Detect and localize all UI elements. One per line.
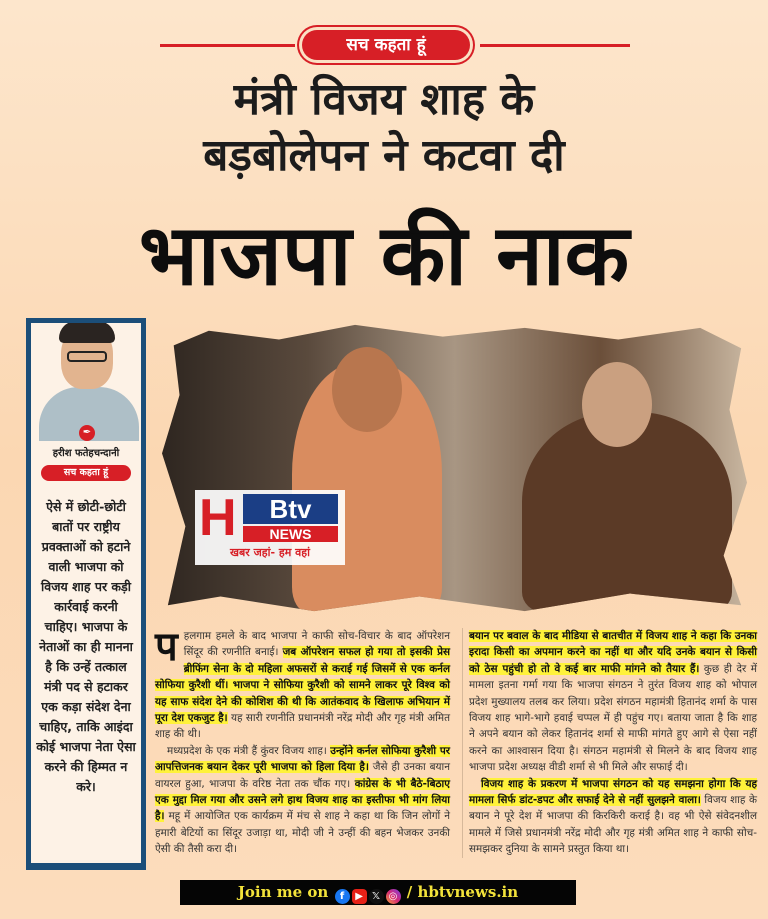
website-link[interactable]: / hbtvnews.in [406, 883, 519, 901]
article-column-2 [462, 628, 757, 858]
pull-quote: ऐसे में छोटी-छोटी बातों पर राष्ट्रीय प्रवक्ताओं को हटाने वाली भाजपा को विजय शाह पर कड़ी कार्रवाई करनी चाहिए। भाजपा के नेताओं का ही मानना है कि उन्हें तत्काल मंत्री पद से हटाकर एक कड़ा संदेश देना चाहिए, ताकि आइंदा कोई भाजपा नेता ऐसा करने की हिम्मत न करे। [36, 499, 136, 794]
highlighted-text: बयान पर बवाल के बाद मीडिया से बातचीत में विजय शाह ने कहा कि उनका इरादा किसी का अपमान करने का नहीं था और यदि उनके बयान से किसी को ठेस पहुंची हो तो वे कई बार माफी मांगने को तैयार हैं। [469, 630, 757, 675]
drop-cap: प [155, 624, 178, 670]
instagram-icon[interactable]: ◎ [386, 889, 401, 904]
highlighted-text: जब ऑपरेशन सफल हो गया तो इसकी प्रेस ब्रीफिंग सेना के दो महिला अफसरों से कराई गई जिसमें से एक कर्नल सोफिया कुरैशी थीं। भाजपा ने सोफिया कुरैशी को सामने लाकर पूरे विश्व को यह साफ संदेश देने की कोशिश की थी कि आतंकवाद के खिलाफ अभियान में पूरा देश एकजुट है। [155, 646, 451, 725]
logo-h: H [199, 489, 237, 547]
logo-slogan: खबर जहां- हम वहां [230, 546, 310, 559]
body-text: महू में आयोजित एक कार्यक्रम में मंच से शाह ने कहा था कि जिन लोगों ने हमारी बेटियों का सिंदूर उजाड़ा था, मोदी जी ने उन्हीं की बहन भेजकर उनकी ऐसी की तैसी करा दी। [155, 810, 450, 856]
divider [480, 44, 630, 47]
article-paragraph [155, 743, 450, 858]
pen-icon: ✒ [79, 425, 95, 441]
body-text: विजय शाह के बयान ने पूरे देश में भाजपा की किरकिरी कराई है। वह भी ऐसे संवेदनशील मामले में जिसे प्रधानमंत्री नरेंद्र मोदी और गृह मंत्री अमित शाह ने काफी सोच-समझकर दुनिया के सामने प्रस्तुत किया था। [469, 794, 757, 856]
portrait-hair [59, 323, 115, 343]
column-name-badge: सच कहता हूं [41, 465, 131, 481]
youtube-icon[interactable]: ▶ [352, 889, 367, 904]
x-icon[interactable]: 𝕏 [369, 889, 384, 904]
body-text: कुछ ही देर में मामला इतना गर्मा गया कि भाजपा संगठन ने तुरंत विजय शाह को भोपाल प्रदेश मुख्यालय तलब कर लिया। प्रदेश संगठन महामंत्री हितानंद शर्मा के पास विजय शाह भागे-भागे हवाई चप्पल में ही पहुंच गए। बताया जाता है कि शाह ने अपने बयान को लेकर हितानंद शर्मा से माफी मांगते हुए आगे से ऐसा नहीं करने का आश्वासन दिया है। संगठन महामंत्री से मिलने के बाद विजय शाह भाजपा प्रदेश अध्यक्ष वीडी शर्मा से भी मिले और सफाई दी। [469, 662, 757, 774]
highlighted-text: विजय शाह के प्रकरण में भाजपा संगठन को यह समझना होगा कि यह मामला सिर्फ डांट-डपट और सफाई देने से नहीं सुलझने वाला। [469, 777, 757, 807]
body-text: हलगाम हमले के बाद भाजपा ने काफी सोच-विचार के बाद ऑपरेशन सिंदूर की रणनीति बनाई। [183, 630, 450, 659]
author-name: हरीश फतेहचन्दानी [52, 448, 120, 459]
article-column-1 [155, 624, 451, 858]
article-body [155, 624, 757, 858]
highlighted-text: कांग्रेस के भी बैठे-बिठाए एक मुद्दा मिल गया और उसने लगे हाथ विजय शाह का इस्तीफा भी मांग लिया है। [155, 777, 450, 823]
portrait-glasses [67, 351, 107, 362]
tagline-pill: सच कहता हूं [302, 30, 470, 60]
article-paragraph [155, 624, 451, 743]
facebook-icon[interactable]: f [335, 889, 350, 904]
news-photo [162, 322, 747, 614]
hbtv-news-logo [195, 490, 345, 565]
headline-line-2: बड़बोलेपन ने कटवा दी [203, 130, 565, 181]
social-footer [180, 880, 576, 905]
logo-btv: Btv [243, 494, 338, 524]
divider [160, 44, 295, 47]
body-text: यह सारी रणनीति प्रधानमंत्री नरेंद्र मोदी और गृह मंत्री अमित शाह की थी। [155, 712, 451, 741]
body-text: मध्यप्रदेश के एक मंत्री हैं कुंवर विजय शाह। [167, 744, 331, 757]
footer-prefix: Join me on [237, 883, 329, 901]
article-paragraph [469, 776, 757, 858]
headline-line-1: मंत्री विजय शाह के [233, 74, 535, 125]
photo-head-left [332, 347, 402, 432]
highlighted-text: उन्होंने कर्नल सोफिया कुरैशी पर आपत्तिजनक बयान देकर पूरी भाजपा को हिला दिया है। [155, 744, 451, 774]
columnist-sidebar [26, 318, 146, 870]
photo-head-right [582, 362, 652, 447]
columnist-portrait [31, 323, 141, 441]
logo-news: NEWS [243, 526, 338, 542]
section-tagline [160, 30, 630, 60]
headline-line-3: भाजपा की नाक [138, 206, 630, 304]
body-text: जैसे ही उनका बयान वायरल हुआ, भाजपा के वरिष्ठ नेता तक चौंक गए। [155, 761, 451, 790]
article-paragraph [469, 628, 757, 776]
